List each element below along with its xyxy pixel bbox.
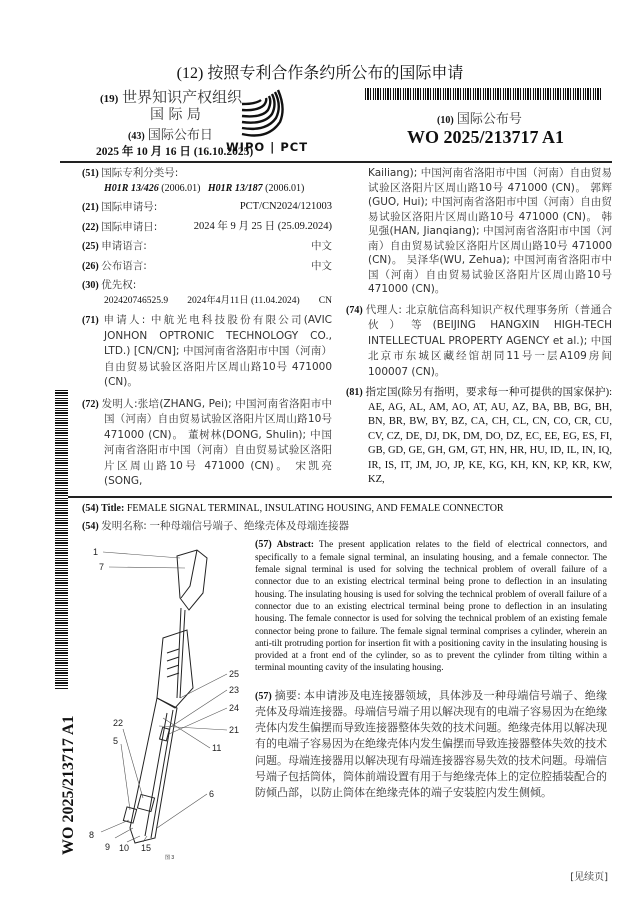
code: (57) [255, 690, 272, 702]
label: 优先权: [101, 279, 137, 291]
code: (72) [82, 398, 99, 410]
value: 2024 年 9 月 25 日 (25.09.2024) [193, 220, 332, 232]
ipc-1: H01R 13/426 [104, 182, 159, 194]
ipc-1-ver: (2006.01) [161, 182, 201, 194]
figure-label: 5 [113, 735, 119, 746]
label: 申请语言: [101, 240, 147, 252]
pub-date-label [128, 124, 213, 143]
priority-row [82, 294, 332, 309]
figure-label: 11 [212, 742, 222, 753]
label: 发明名称: [101, 519, 147, 532]
inventor-text: 发明人:张培(ZHANG, Pei); 中国河南省洛阳市中国（河南）自由贸易试验区洛阳片区周山路10号 471000 (CN)。 董树林(DONG, Shulin); 中国河南省洛阳市中国（河南）自由贸易试验区洛阳片区周山路10号 471000 (CN)。 宋凯亮(SONG, [101, 397, 333, 487]
value: 中文 [311, 259, 332, 272]
figure-label: 9 [105, 841, 111, 852]
priority-country: CN [318, 295, 332, 306]
figure-label: 1 [93, 546, 99, 557]
ipc-values [82, 182, 332, 197]
designated-states-field [346, 386, 612, 488]
abstract-cn [255, 688, 607, 801]
states-text: 指定国(除另有指明，要求每一种可提供的国家保护): AE, AG, AL, AM, AO, AT, AU, AZ, BA, BB, BG, BH, BN, BR, BW, BY, BZ, CA, CH, CL, CN, CO, CR, CU, CV, CZ, DE, DJ, DK, DM, DO, DZ, EC, EE, EG, ES, FI, GB, GD, GE, GH, GM, GT, HN, HR, HU, ID, IL, IN, IQ, IR, IS, IT, JM, JO, JP, KE, KG, KH, KN, KP, KR, KW, KZ, [365, 387, 612, 485]
code: (22) [82, 221, 99, 233]
abstracts [255, 538, 607, 860]
label: 国际公布号 [456, 112, 522, 127]
priority-date: 2024年4月11日 (11.04.2024) [187, 295, 300, 306]
inventor-field [82, 397, 332, 490]
wipo-logo [228, 82, 308, 157]
figure-label: 25 [229, 668, 240, 679]
code: (71) [82, 315, 99, 326]
title-en [60, 501, 612, 516]
document-type [0, 60, 640, 83]
code: (10) [437, 115, 454, 126]
ipc-field [82, 166, 332, 182]
label: 国际申请日: [101, 220, 158, 233]
value: PCT/CN2024/121003 [239, 201, 332, 212]
org-sub: 国 际 局 [150, 107, 201, 123]
figure-abstract-row [60, 538, 612, 860]
abstract-en [255, 538, 607, 674]
pub-no-label [437, 108, 522, 127]
label: 国际公布日 [147, 128, 213, 143]
org-name-text: 世界知识产权组织 [122, 88, 243, 106]
value: 中文 [311, 240, 332, 252]
document-body [60, 161, 612, 883]
label: 国际专利分类号: [101, 167, 179, 179]
title-cn-text: 一种母端信号端子、绝缘壳体及母端连接器 [149, 519, 349, 532]
applicant-field [82, 313, 332, 391]
biblio-left [82, 166, 332, 490]
figure-label: 8 [89, 829, 95, 840]
priority-field [82, 278, 332, 294]
figure-label: 23 [229, 684, 240, 695]
priority-no: 202420746525.9 [104, 295, 169, 306]
code: (26) [82, 260, 99, 272]
label: 公布语言: [101, 259, 147, 272]
figure-label: 22 [113, 717, 124, 728]
code: (21) [82, 202, 99, 213]
figure-label: 15 [141, 842, 152, 853]
pub-no: WO 2025/213717 A1 [407, 127, 565, 147]
logo-text: WIPO | PCT [226, 140, 309, 154]
filing-lang-field [82, 239, 332, 255]
divider [60, 496, 612, 498]
label: 国际申请号: [101, 201, 158, 213]
label: Abstract: [276, 538, 314, 549]
terminal-crimp [177, 550, 207, 610]
side-pub-no: WO 2025/213717 A1 [60, 715, 77, 855]
code: (51) [82, 168, 99, 179]
label: 摘要: [274, 688, 301, 702]
barcode [365, 88, 601, 100]
agent-text: 代理人: 北京航信高科知识产权代理事务所（普通合伙）等(BEIJING HANGXIN HIGH-TECH INTELLECTUAL PROPERTY AGENCY et al.); 中国北京市东城区藏经馆胡同11号一层A109房间 100007 (CN)。 [365, 303, 613, 378]
code: (43) [128, 131, 145, 142]
figure-label: 24 [229, 702, 240, 713]
biblio-columns [60, 166, 612, 490]
agent-field [346, 303, 612, 381]
code: (54) [82, 520, 99, 532]
abstract-cn-text: 本申请涉及电连接器领域，具体涉及一种母端信号端子、绝缘壳体及母端连接器。母端信号端子用以解决现有的电端子容易因为在绝缘壳体内发生偏摆而导致连接器整体失效的技术问题。绝缘壳体用以解决现有的电端子容易因为在绝缘壳体内发生偏摆而导致连接器整体失效的技术问题。母端连接器用以解决现有母端连接器容易失效的技术问题。母端信号端子包括筒体，筒体前端设置有用于与绝缘壳体上的定位腔插装配合的防倾凸部，以防止筒体在绝缘壳体的端子安装腔内发生侧倾。 [255, 688, 608, 799]
app-no-field [82, 200, 332, 216]
ipc-2: H01R 13/187 [207, 182, 263, 194]
title-en-text: FEMALE SIGNAL TERMINAL, INSULATING HOUSING, AND FEMALE CONNECTOR [126, 502, 504, 514]
code: (30) [82, 280, 99, 291]
label: Title: [101, 502, 125, 514]
inventor-continued: Kailiang); 中国河南省洛阳市中国（河南）自由贸易试验区洛阳片区周山路10号 471000 (CN)。 郭辉(GUO, Hui); 中国河南省洛阳市中国（河南）自由贸易试验区洛阳片区周山路10号 471000 (CN)。 韩见强(HAN, Jianqiang); 中国河南省洛阳市中国（河南）自由贸易试验区洛阳片区周山路10号 471000 (CN)。 吴泽华(WU, Zehua); 中国河南省洛阳市中国（河南）自由贸易试验区洛阳片区周山路10号 471000 (CN)。 [368, 167, 612, 295]
biblio-right [346, 166, 612, 490]
code: (25) [82, 241, 99, 252]
ipc-2-ver: (2006.01) [265, 182, 305, 194]
side-barcode [55, 390, 68, 690]
wipo-globe-icon [228, 82, 308, 140]
pub-lang-field [82, 259, 332, 275]
code: (19) [100, 93, 119, 105]
code: (81) [346, 387, 363, 398]
figure-label: 6 [209, 788, 215, 799]
figure-label: 21 [229, 724, 240, 735]
patent-figure [85, 538, 250, 860]
continued-note: [见续页] [570, 871, 608, 883]
title-cn [60, 519, 612, 534]
code: (74) [346, 304, 363, 316]
abstract-en-text: The present application relates to the field of electrical connectors, and specifically to a female signal terminal, an insulating housing, and a female connector. The female signal terminal is used for solving the technical problem of overall failure of a connector due to an existing electrical terminal being prone to deflection in an insulating housing. The insulating housing is used for solving the technical problem of overall failure of a connector due to an existing electrical terminal being prone to deflection in an insulating housing. The female connector is used for solving the technical problem of an existing female connector being prone to failure. The female signal terminal comprises a cylinder, wherein an anti-tilt protruding portion for insertion fit with a positioning cavity in the insulating housing is provided at a front end of the cylinder, so as to prevent the cylinder from tilting within a terminal mounting cavity of the insulating housing. [255, 538, 607, 673]
applicant-text: 申请人: 中航光电科技股份有限公司(AVIC JONHON OPTRONIC TECHNOLOGY CO., LTD.) [CN/CN]; 中国河南省洛阳市中国（河南）自由贸易试验区洛阳片区周山路10号 471000 (CN)。 [103, 314, 333, 388]
app-date-field [82, 220, 332, 236]
figure-label: 10 [119, 842, 130, 853]
figure-label: 7 [99, 561, 105, 572]
code: (54) [82, 502, 99, 514]
document-type-text: (12) 按照专利合作条约所公布的国际申请 [176, 65, 464, 82]
terminal-barrel [157, 630, 193, 708]
pub-date: 2025 年 10 月 16 日 (16.10.2025) [96, 146, 254, 158]
divider [60, 161, 612, 163]
figure-caption: 图 3 [165, 854, 175, 860]
code: (57) [255, 538, 272, 550]
